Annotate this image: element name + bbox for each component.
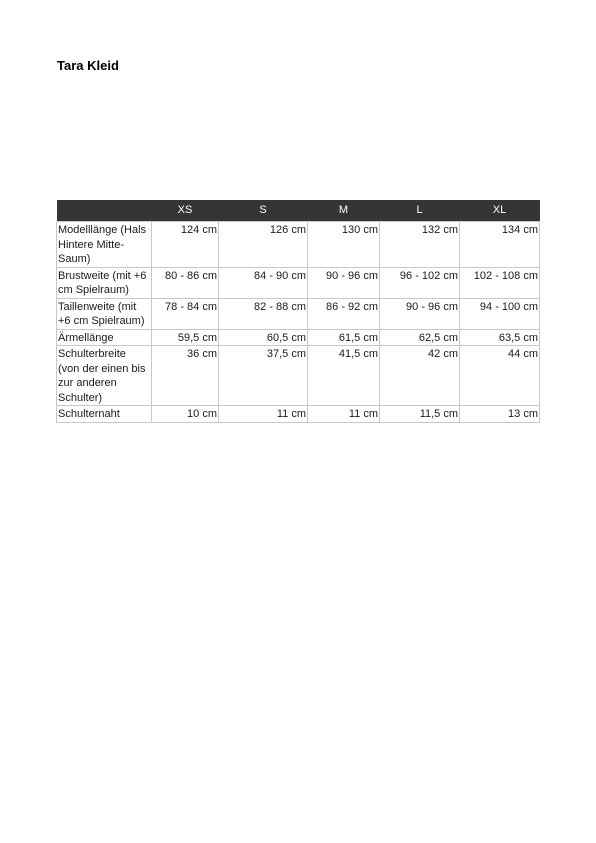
- table-cell: 13 cm: [460, 406, 540, 423]
- table-row: [57, 222, 540, 268]
- header-cell-label: [57, 200, 152, 222]
- table-cell: 59,5 cm: [152, 329, 219, 346]
- header-cell-xs: XS: [152, 200, 219, 222]
- table-row: [57, 267, 540, 298]
- table-cell: 96 - 102 cm: [380, 267, 460, 298]
- table-cell: 42 cm: [380, 346, 460, 406]
- table-cell: 90 - 96 cm: [308, 267, 380, 298]
- document-title: Tara Kleid: [57, 58, 119, 73]
- header-cell-s: S: [219, 200, 308, 222]
- table-cell: 86 - 92 cm: [308, 298, 380, 329]
- row-label: Schulternaht: [57, 406, 152, 423]
- table-row: [57, 298, 540, 329]
- table-cell: 41,5 cm: [308, 346, 380, 406]
- row-label: Modelllänge (Hals Hintere Mitte-Saum): [57, 222, 152, 268]
- row-label: Taillenweite (mit +6 cm Spielraum): [57, 298, 152, 329]
- table-cell: 10 cm: [152, 406, 219, 423]
- table-cell: 60,5 cm: [219, 329, 308, 346]
- table-row: [57, 346, 540, 406]
- table-cell: 94 - 100 cm: [460, 298, 540, 329]
- header-cell-xl: XL: [460, 200, 540, 222]
- table-cell: 37,5 cm: [219, 346, 308, 406]
- table-cell: 78 - 84 cm: [152, 298, 219, 329]
- table-cell: 130 cm: [308, 222, 380, 268]
- size-table-body: [57, 222, 540, 423]
- table-cell: 62,5 cm: [380, 329, 460, 346]
- table-cell: 61,5 cm: [308, 329, 380, 346]
- size-table-header: [57, 200, 540, 222]
- table-cell: 63,5 cm: [460, 329, 540, 346]
- table-cell: 84 - 90 cm: [219, 267, 308, 298]
- table-cell: 80 - 86 cm: [152, 267, 219, 298]
- table-cell: 132 cm: [380, 222, 460, 268]
- size-table: [56, 200, 540, 423]
- table-cell: 11,5 cm: [380, 406, 460, 423]
- table-cell: 82 - 88 cm: [219, 298, 308, 329]
- table-cell: 36 cm: [152, 346, 219, 406]
- table-cell: 102 - 108 cm: [460, 267, 540, 298]
- table-cell: 90 - 96 cm: [380, 298, 460, 329]
- header-row: [57, 200, 540, 222]
- header-cell-m: M: [308, 200, 380, 222]
- row-label: Ärmellänge: [57, 329, 152, 346]
- table-row: [57, 329, 540, 346]
- header-cell-l: L: [380, 200, 460, 222]
- table-cell: 134 cm: [460, 222, 540, 268]
- table-cell: 11 cm: [308, 406, 380, 423]
- row-label: Schulterbreite (von der einen bis zur anderen Schulter): [57, 346, 152, 406]
- table-cell: 126 cm: [219, 222, 308, 268]
- row-label: Brustweite (mit +6 cm Spielraum): [57, 267, 152, 298]
- table-cell: 124 cm: [152, 222, 219, 268]
- table-cell: 44 cm: [460, 346, 540, 406]
- table-cell: 11 cm: [219, 406, 308, 423]
- table-row: [57, 406, 540, 423]
